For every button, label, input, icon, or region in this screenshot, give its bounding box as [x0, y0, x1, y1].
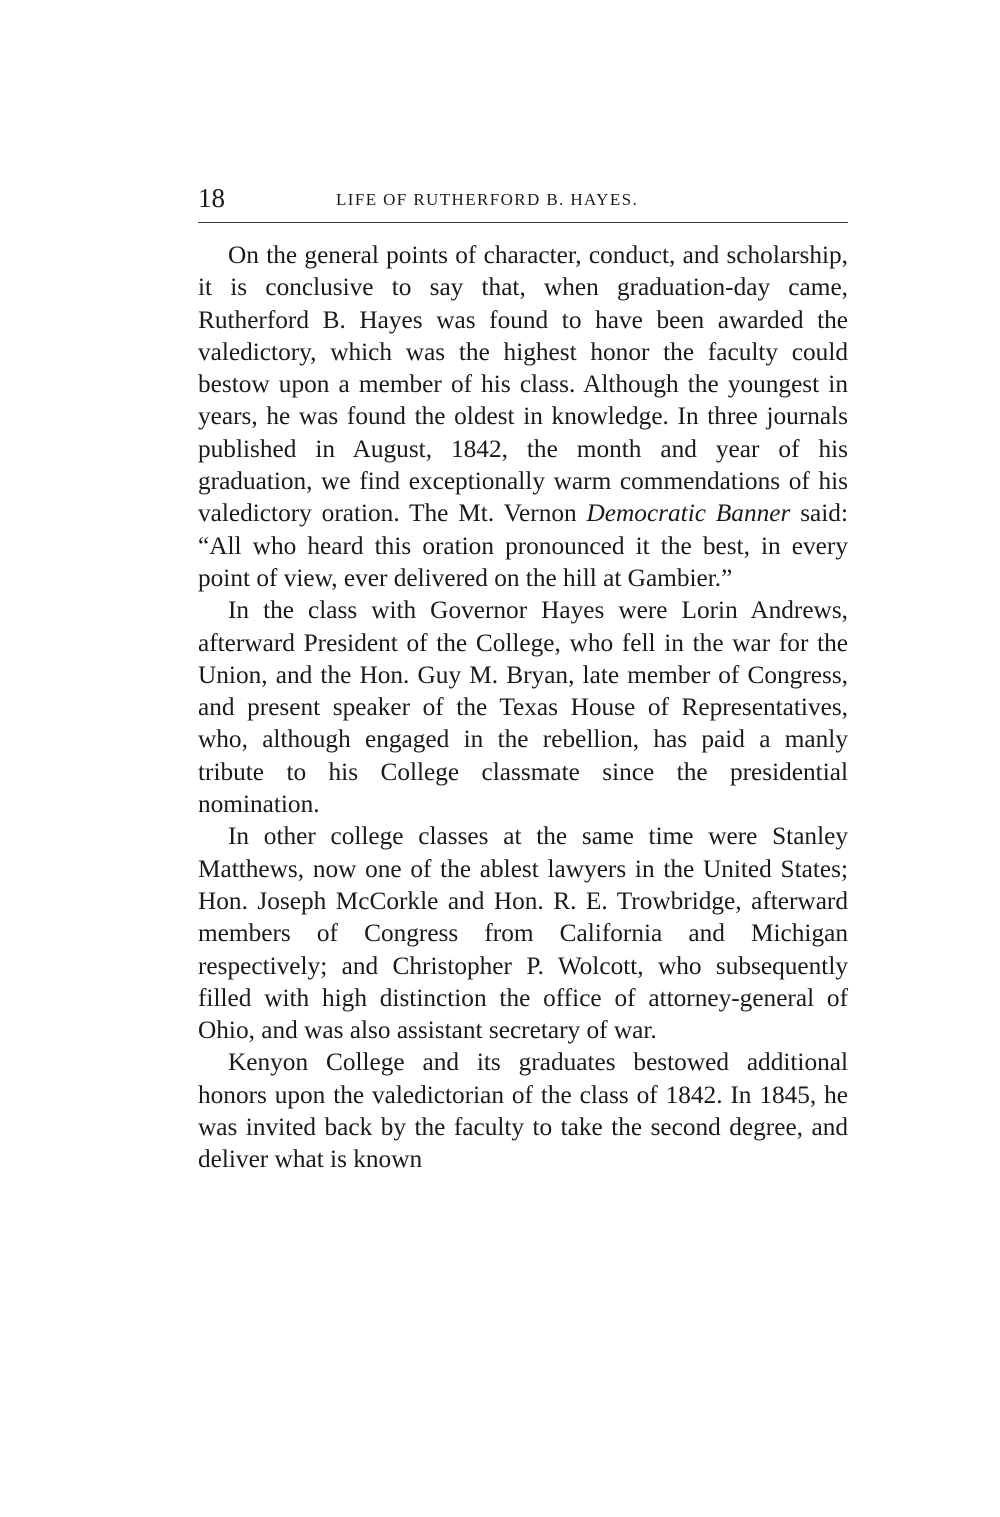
paragraph-2: In the class with Governor Hayes were Lorin Andrews, afterward President of the College, who fell in the war for the Union, and the Hon. Guy M. Bryan, late member of Congress, and present speaker of the Texas House of Representatives, who, although engaged in the rebellion, has paid a manly tribute to his College classmate since the presidential nomination. — [198, 596, 848, 819]
newspaper-title: Democratic Banner — [586, 499, 791, 528]
header-rule — [198, 222, 848, 223]
paragraph-4: Kenyon College and its graduates bestowed additional honors upon the valedictorian of the class of 1842. In 1845, he was invited back by the faculty to take the second degree, and deliver what is known — [198, 1048, 848, 1174]
paragraph-1 — [198, 239, 848, 594]
page-number: 18 — [198, 183, 225, 213]
paragraph-1-text-a: On the general points of character, conduct, and scholarship, it is conclusive to say that, when graduation-day came, Rutherford B. Hayes was found to have been awarded the valedictory, which was the highest honor the faculty could bestow upon a member of his class. Although the youngest in years, he was found the oldest in knowledge. In three journals published in August, 1842, the month and year of his graduation, we find exceptionally warm commendations of his valedictory oration. The Mt. Vernon — [198, 241, 848, 528]
paragraph-3: In other college classes at the same time were Stanley Matthews, now one of the ablest lawyers in the United States; Hon. Joseph McCorkle and Hon. R. E. Trowbridge, afterward members of Congress from California and Michigan respectively; and Christopher P. Wolcott, who subsequently filled with high distinction the office of attorney-general of Ohio, and was also assistant secretary of war. — [198, 822, 848, 1045]
book-page — [198, 178, 848, 1176]
paragraph-1-text-b: said: “All who heard this oration pronounced it the best, in every point of view, ever delivered on the hill at Gambier.” — [198, 499, 848, 592]
running-title: LIFE OF RUTHERFORD B. HAYES. — [336, 190, 639, 209]
body-text — [198, 239, 848, 1176]
running-head — [198, 178, 848, 218]
